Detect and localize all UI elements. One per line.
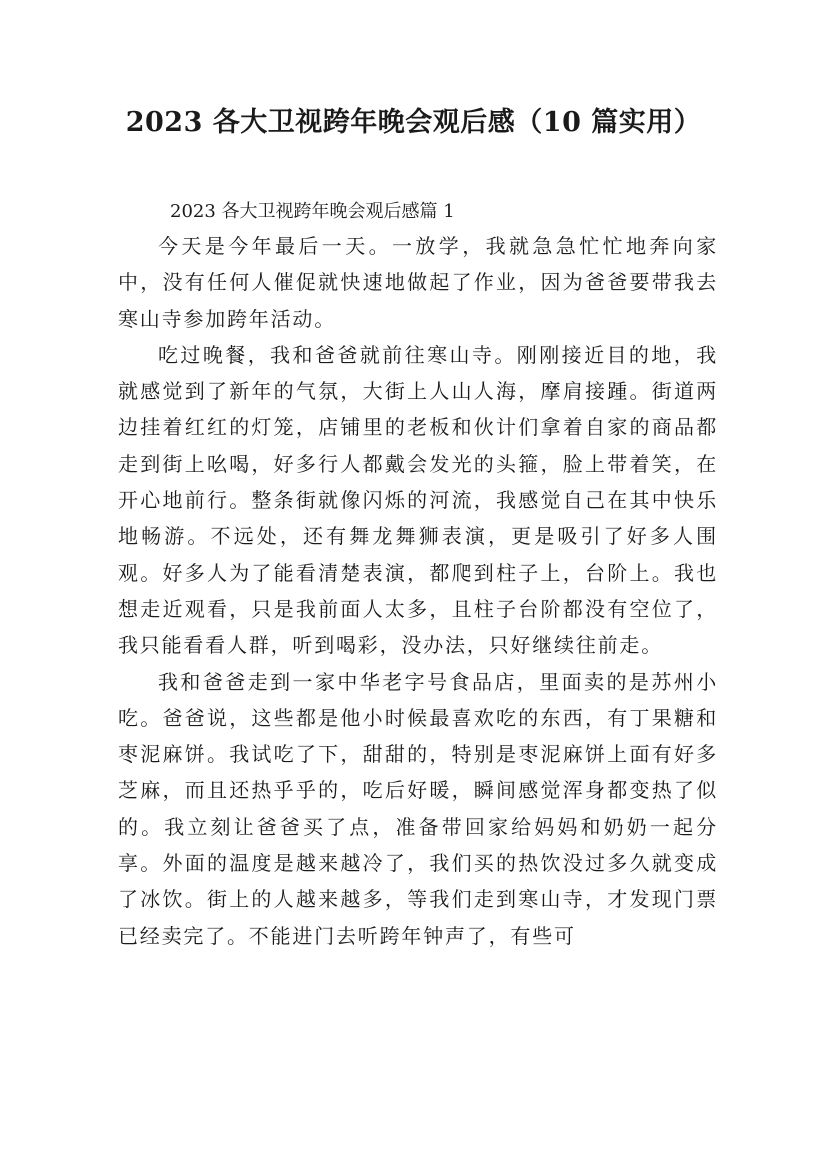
document-title: 2023 各大卫视跨年晚会观后感（10 篇实用） bbox=[125, 107, 702, 138]
paragraph-2: 吃过晚餐，我和爸爸就前往寒山寺。刚刚接近目的地，我就感觉到了新年的气氛，大街上人山人海，摩肩接踵。街道两边挂着红红的灯笼，店铺里的老板和伙计们拿着自家的商品都走到街上吆喝，好多行人都戴会发光的头箍，脸上带着笑，在开心地前行。整条街就像闪烁的河流，我感觉自己在其中快乐地畅游。不远处，还有舞龙舞狮表演，更是吸引了好多人围观。好多人为了能看清楚表演，都爬到柱子上，台阶上。我也想走近观看，只是我前面人太多，且柱子台阶都没有空位了，我只能看看人群，听到喝彩，没办法，只好继续往前走。 bbox=[118, 342, 718, 658]
section-heading: 2023 各大卫视跨年晚会观后感篇 1 bbox=[170, 201, 455, 222]
document-body bbox=[118, 196, 718, 954]
paragraph-3: 我和爸爸走到一家中华老字号食品店，里面卖的是苏州小吃。爸爸说，这些都是他小时候最喜欢吃的东西，有丁果糖和枣泥麻饼。我试吃了下，甜甜的，特别是枣泥麻饼上面有好多芝麻，而且还热乎乎的，吃后好暖，瞬间感觉浑身都变热了似的。我立刻让爸爸买了点，准备带回家给妈妈和奶奶一起分享。外面的温度是越来越冷了，我们买的热饮没过多久就变成了冰饮。街上的人越来越多，等我们走到寒山寺，才发现门票已经卖完了。不能进门去听跨年钟声了，有些可 bbox=[118, 669, 718, 948]
paragraph-1: 今天是今年最后一天。一放学，我就急急忙忙地奔向家中，没有任何人催促就快速地做起了作业，因为爸爸要带我去寒山寺参加跨年活动。 bbox=[118, 234, 718, 331]
